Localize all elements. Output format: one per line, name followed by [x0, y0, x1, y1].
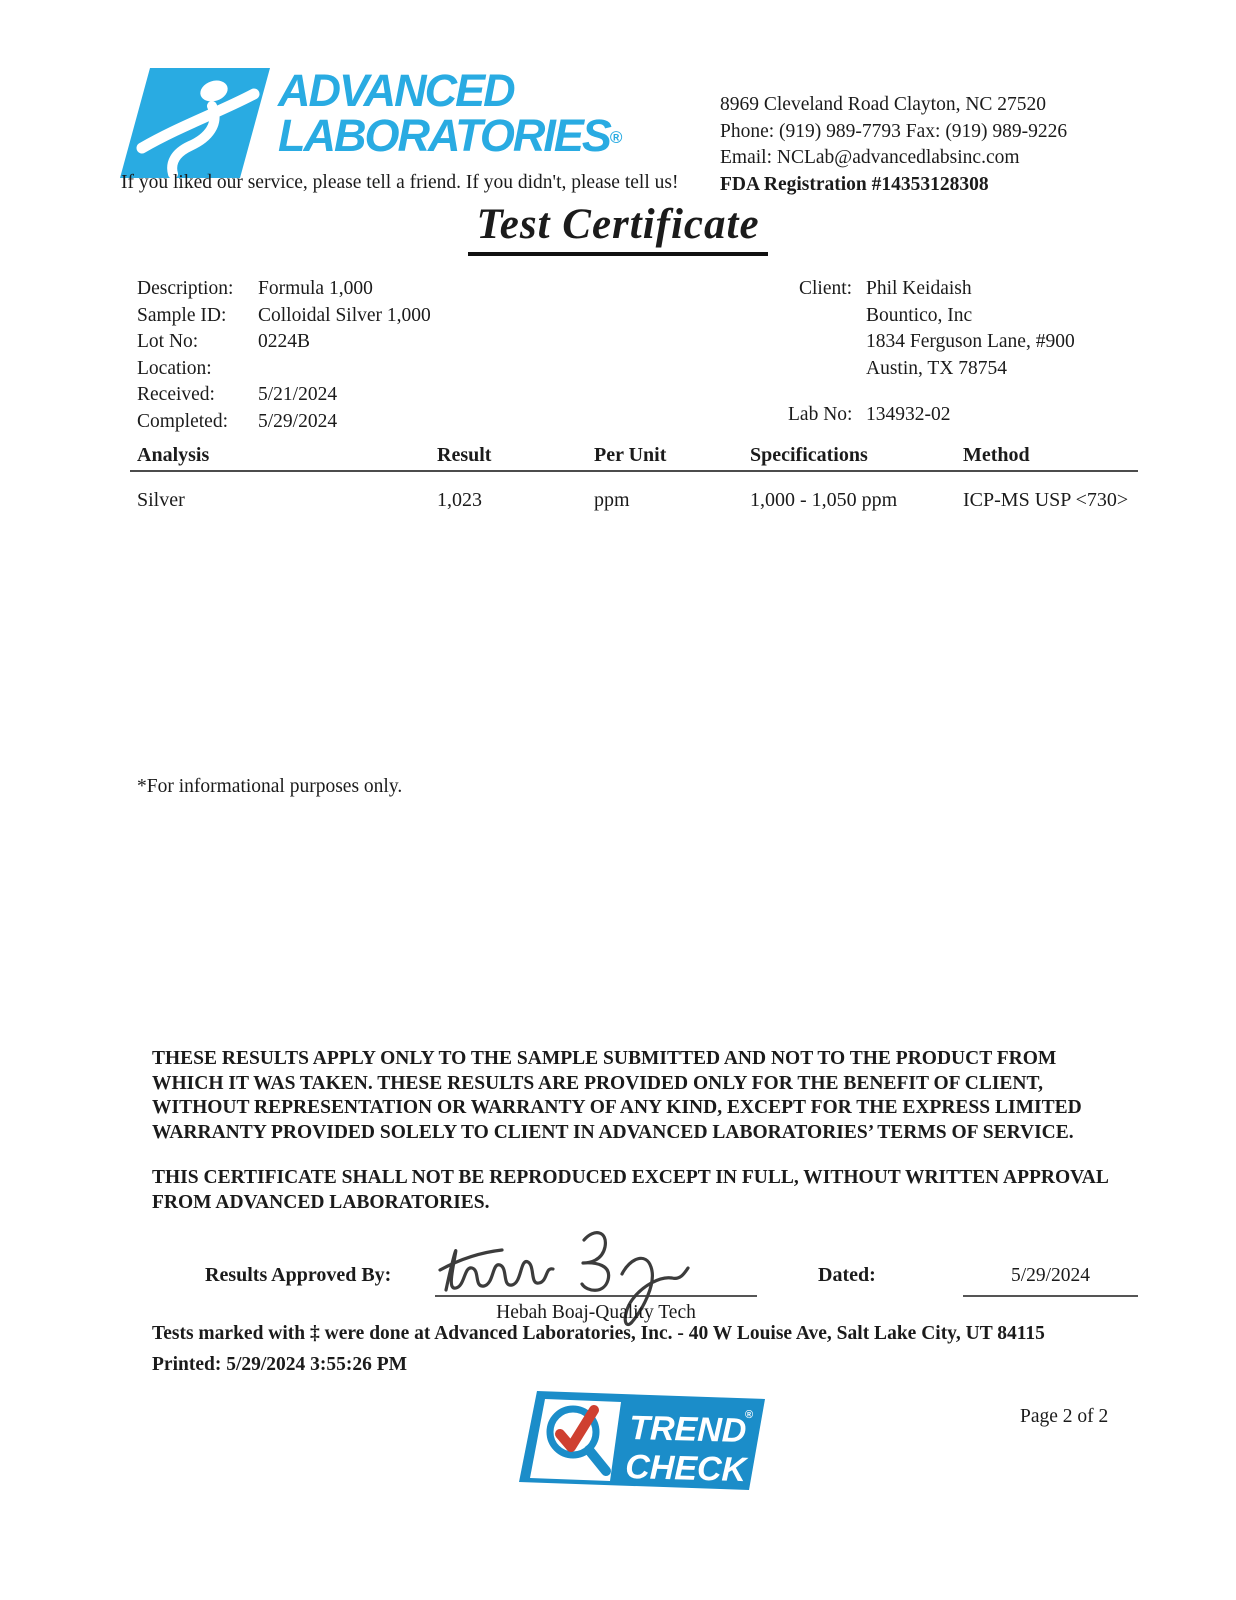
col-header-result: Result — [437, 444, 492, 466]
date-line — [963, 1230, 1138, 1297]
table-header-rule — [130, 470, 1138, 472]
disclaimer-reproduction: THIS CERTIFICATE SHALL NOT BE REPRODUCED EXCEPT IN FULL, WITHOUT WRITTEN APPROVAL FROM ADVANCED LABORATORIES. — [152, 1167, 1108, 1213]
informational-note: *For informational purposes only. — [137, 776, 403, 797]
trend-registered-mark: ® — [745, 1409, 754, 1421]
approval-date: 5/29/2024 — [1010, 1265, 1091, 1286]
info-row-location: Location: — [137, 357, 212, 379]
fda-registration: FDA Registration #14353128308 — [720, 173, 989, 195]
check-text: CHECK — [624, 1448, 747, 1490]
lab-no-value: 134932-02 — [866, 404, 951, 425]
printed-timestamp: Printed: 5/29/2024 3:55:26 PM — [152, 1354, 408, 1375]
service-tagline: If you liked our service, please tell a friend. If you didn't, please tell us! — [121, 172, 679, 193]
lab-phone-fax: Phone: (919) 989-7793 Fax: (919) 989-9226 — [720, 120, 1068, 142]
lab-no-label: Lab No: — [788, 404, 853, 425]
info-row-sample-id: Sample ID: Colloidal Silver 1,000 — [137, 304, 431, 326]
trend-check-logo-icon — [517, 1386, 767, 1496]
client-city: Austin, TX 78754 — [866, 357, 1008, 379]
results-approved-by-label: Results Approved By: — [205, 1264, 392, 1286]
dated-label: Dated: — [818, 1264, 876, 1286]
info-row-description: Description: Formula 1,000 — [137, 278, 373, 299]
client-company: Bountico, Inc — [866, 304, 973, 326]
registered-mark: ® — [609, 128, 623, 147]
col-header-analysis: Analysis — [137, 444, 210, 466]
info-row-lot-no: Lot No: 0224B — [137, 331, 311, 352]
client-info-block — [799, 276, 1075, 382]
company-logo-text — [278, 65, 623, 161]
client-street: 1834 Ferguson Lane, #900 — [866, 331, 1075, 352]
client-label: Client: — [799, 278, 853, 299]
trend-text: TREND — [628, 1409, 747, 1451]
client-lines — [866, 276, 1075, 382]
col-header-specifications: Specifications — [750, 444, 868, 466]
col-header-per-unit: Per Unit — [594, 444, 667, 466]
tests-location-note: Tests marked with ‡ were done at Advanced Laboratories, Inc. - 40 W Louise Ave, Salt Lake City, UT 84115 — [152, 1323, 1045, 1344]
info-row-received: Received: 5/21/2024 — [137, 384, 338, 405]
lab-no-row — [788, 402, 951, 429]
lab-contact-block — [720, 92, 1067, 198]
page-title: Test Certificate — [468, 200, 767, 256]
signer-name: Hebah Boaj-Quality Tech — [496, 1302, 696, 1323]
sample-info-block — [137, 276, 431, 435]
info-row-completed: Completed: 5/29/2024 — [137, 410, 338, 432]
disclaimer-results: THESE RESULTS APPLY ONLY TO THE SAMPLE SUBMITTED AND NOT TO THE PRODUCT FROM WHICH IT WAS TAKEN. THESE RESULTS ARE PROVIDED ONLY FOR THE BENEFIT OF CLIENT, WITHOUT REPRESENTATION OR WARRANTY OF ANY KIND, EXCEPT FOR THE EXPRESS LIMITED WARRANTY PROVIDED SOLELY TO CLIENT IN ADVANCED LABORATORIES’ TERMS OF SERVICE. — [152, 1048, 1082, 1143]
advanced-labs-logo-icon — [120, 66, 272, 180]
logo-line1: ADVANCED — [278, 65, 514, 116]
logo-line2: LABORATORIES® — [278, 110, 623, 161]
client-name: Phil Keidaish — [866, 278, 972, 299]
lab-address: 8969 Cleveland Road Clayton, NC 27520 — [720, 94, 1047, 115]
lab-email: Email: NCLab@advancedlabsinc.com — [720, 147, 1020, 168]
page-number: Page 2 of 2 — [1020, 1406, 1109, 1427]
result-cell-specifications: 1,000 - 1,050 ppm — [750, 489, 898, 511]
result-cell-method: ICP-MS USP <730> — [963, 489, 1129, 511]
result-cell-analysis: Silver — [137, 489, 185, 511]
title-wrap — [0, 200, 1236, 256]
result-cell-per-unit: ppm — [594, 489, 630, 511]
col-header-method: Method — [963, 444, 1030, 466]
result-cell-result: 1,023 — [437, 489, 482, 511]
